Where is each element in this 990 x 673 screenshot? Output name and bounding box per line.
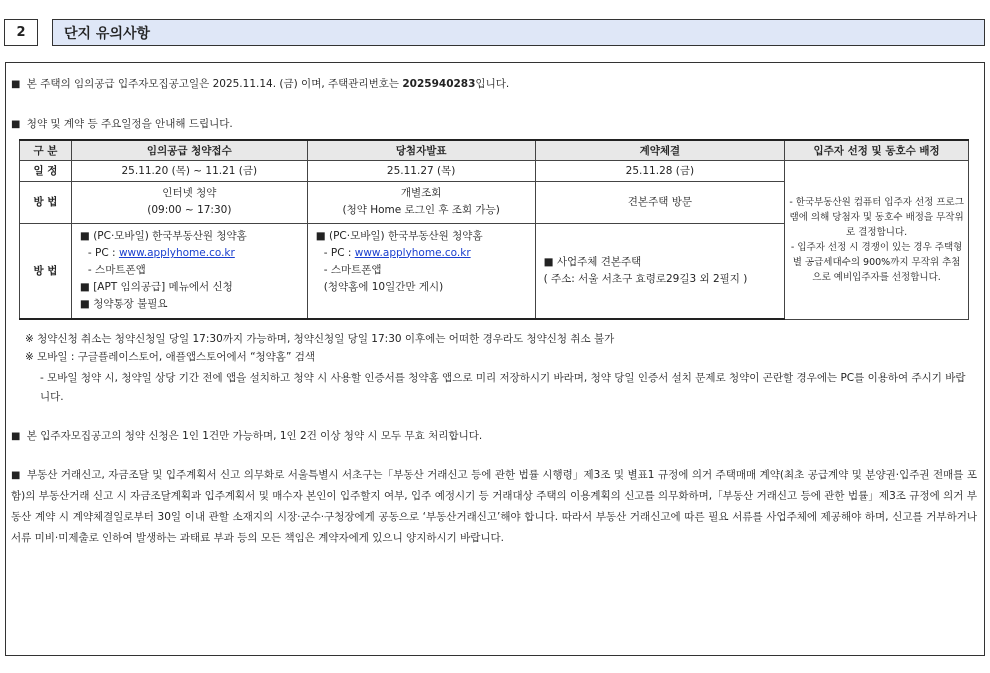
table-row-schedule [20, 160, 969, 181]
method-apply-detail: ■ (PC·모바일) 한국부동산원 청약홈 - PC : www.applyhome.co.kr - 스마트폰앱 ■ [APT 임의공급] 메뉴에서 신청 ■ 청약통장 불필요 [71, 223, 307, 319]
section-title: 단지 유의사항 [52, 19, 985, 46]
notice-schedule: ■ 청약 및 계약 등 주요일정을 안내해 드립니다. [11, 118, 233, 130]
notice-announcement: ■ 본 주택의 임의공급 입주자모집공고일은 2025.11.14. (금) 이며, 주택관리번호는 2025940283입니다. [11, 78, 510, 90]
schedule-result: 25.11.27 (목) [307, 160, 535, 181]
method-contract: 견본주택 방문 [535, 181, 785, 223]
header-apply: 임의공급 청약접수 [71, 140, 307, 160]
header-result: 당첨자발표 [307, 140, 535, 160]
method-result-detail: ■ (PC·모바일) 한국부동산원 청약홈 - PC : www.applyhome.co.kr - 스마트폰앱 (청약홈에 10일간만 게시) [307, 223, 535, 319]
note-mobile: ※ 모바일 : 구글플레이스토어, 애플앱스토어에서 “청약홈” 검색 [25, 351, 316, 363]
note-cancel: ※ 청약신청 취소는 청약신청일 당일 17:30까지 가능하며, 청약신청일 당일 17:30 이후에는 어떠한 경우라도 청약신청 취소 불가 [25, 333, 615, 345]
method-result: 개별조회 (청약 Home 로그인 후 조회 가능) [307, 181, 535, 223]
note-mobile-detail: - 모바일 청약 시, 청약일 상당 기간 전에 앱을 설치하고 청약 시 사용할 인증서를 청약홈 앱으로 미리 저장하시기 바라며, 청약 당일 인증서 설치 문제로 청약이 곤란할 경우에는 PC를 이용하여 주시기 바랍니다. [40, 372, 966, 403]
header-category: 구 분 [20, 140, 72, 160]
schedule-table [19, 139, 969, 320]
table-header-row [20, 140, 969, 160]
square-bullet-icon: ■ [79, 230, 94, 243]
header-selection: 입주자 선정 및 동호수 배정 [785, 140, 969, 160]
square-bullet-icon: ■ [543, 255, 557, 268]
method-apply: 인터넷 청약 (09:00 ~ 17:30) [71, 181, 307, 223]
square-bullet-icon: ■ [11, 431, 21, 442]
selection-note: - 한국부동산원 컴퓨터 입주자 선정 프로그램에 의해 당첨자 및 동호수 배정을 무작위로 결정합니다. - 입주자 선정 시 경쟁이 있는 경우 주택형별 공급세대수의 900%까지 무작위 추첨으로 예비입주자를 선정합니다. [785, 160, 969, 319]
row-label-method: 방 법 [20, 181, 72, 223]
method-contract-detail: ■ 사업주체 견본주택 ( 주소: 서울 서초구 효령로29길3 외 2필지 ) [535, 223, 785, 319]
applyhome-link[interactable]: www.applyhome.co.kr [118, 247, 235, 260]
square-bullet-icon: ■ [315, 229, 329, 242]
square-bullet-icon: ■ [11, 119, 21, 130]
square-bullet-icon: ■ [79, 298, 94, 311]
notice-real-estate-report: ■ 부동산 거래신고, 자금조달 및 입주계획서 신고 의무화로 서울특별시 서초구는「부동산 거래신고 등에 관한 법률 시행령」제3조 및 별표1 규정에 의거 주택매매 계약(최초 공급계약 및 분양권·입주권 전매를 포함)의 부동산거래 신고 시 자금조달계획과 입주계획서 및 매수자 본인이 입주할지 여부, 입주 예정시기 등 거래대상 주택의 이용계획의 신고를 의무화하며,「부동산 거래신고 등에 관한 법률」제3조 규정에 의거 부동산 계약 시 계약체결일로부터 30일 이내 관할 소재지의 시장·군수·구청장에게 공동으로 ‘부동산거래신고’해야 합니다. 따라서 부동산 거래신고에 따른 필요 서류를 사업주체에 제공해야 하며, 신고를 거부하거나 서류 미비·미제출로 인하여 발생하는 과태료 부과 등의 모든 책임은 계약자에게 있으니 양지하시기 바랍니다. [11, 469, 977, 544]
square-bullet-icon: ■ [79, 281, 94, 294]
square-bullet-icon: ■ [11, 79, 21, 90]
notice-one-per-person: ■ 본 입주자모집공고의 청약 신청은 1인 1건만 가능하며, 1인 2건 이상 청약 시 모두 무효 처리합니다. [11, 430, 483, 442]
row-label-schedule: 일 정 [20, 160, 72, 181]
applyhome-link-2[interactable]: www.applyhome.co.kr [354, 246, 471, 259]
schedule-contract: 25.11.28 (금) [535, 160, 785, 181]
section-number: 2 [4, 19, 38, 46]
schedule-apply: 25.11.20 (목) ~ 11.21 (금) [71, 160, 307, 181]
row-label-method-2: 방 법 [20, 223, 72, 319]
square-bullet-icon: ■ [11, 470, 21, 481]
header-contract: 계약체결 [535, 140, 785, 160]
housing-number: 2025940283 [402, 78, 476, 90]
